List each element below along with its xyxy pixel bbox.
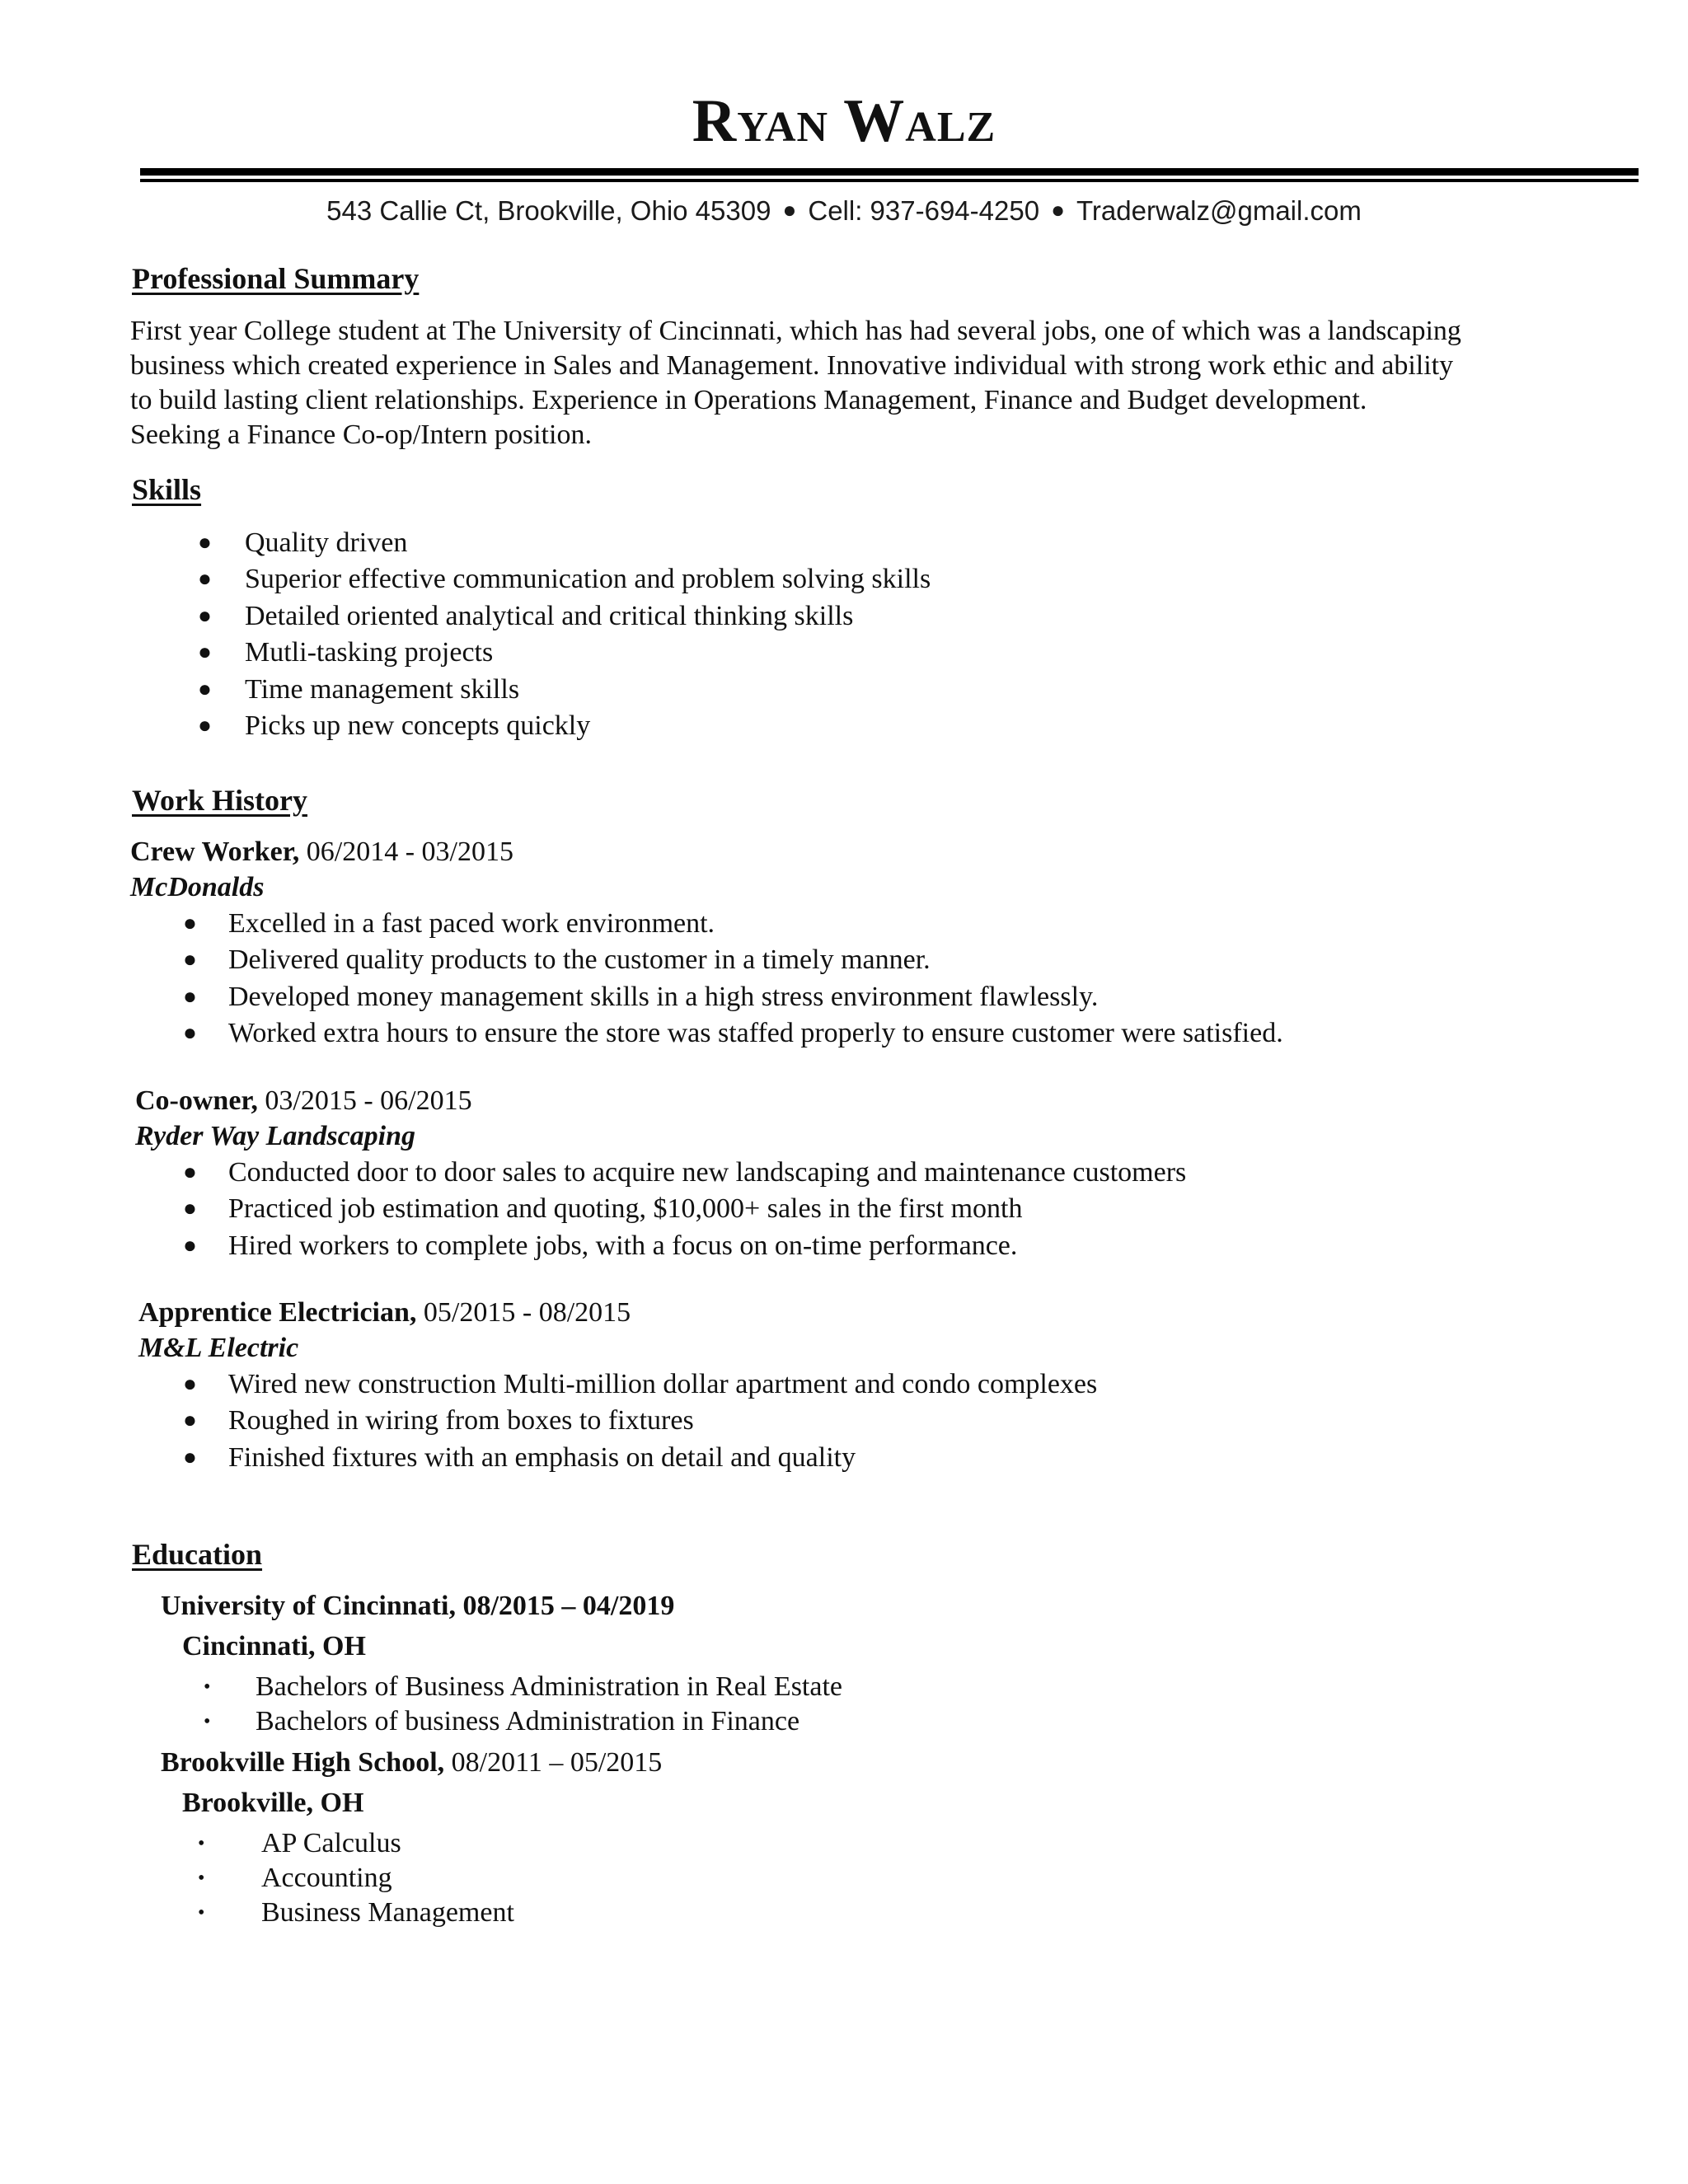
- bullet-icon: ●: [198, 712, 212, 738]
- bullet-icon: ●: [183, 947, 197, 973]
- bullet-icon: ●: [198, 530, 212, 555]
- bullet-icon: ●: [183, 1020, 197, 1047]
- bullet-icon: •: [198, 1833, 205, 1854]
- summary-line: Seeking a Finance Co-op/Intern position.: [130, 419, 592, 450]
- job-dates: 06/2014 - 03/2015: [299, 837, 513, 867]
- bullet-icon: •: [204, 1711, 211, 1732]
- job-title: Crew Worker,: [130, 837, 300, 867]
- job-title-line: [130, 835, 513, 869]
- job-company: McDonalds: [130, 872, 265, 902]
- bullet-icon: ●: [198, 676, 212, 702]
- job-title-line: [138, 1296, 631, 1330]
- section-heading-skills: Skills: [132, 473, 202, 506]
- contact-email: Traderwalz@gmail.com: [1076, 195, 1362, 226]
- header-rule-thin: [140, 179, 1639, 182]
- summary-line: business which created experience in Sales and Management. Innovative individual with strong work ethic and ability: [130, 350, 1454, 381]
- job-title-line: [135, 1084, 472, 1118]
- bullet-icon: ●: [198, 640, 212, 666]
- school-title-line: [161, 1746, 662, 1780]
- bullet-icon: •: [198, 1868, 205, 1889]
- section-heading-education: Education: [132, 1538, 263, 1571]
- bullet-icon: ●: [183, 1160, 197, 1185]
- section-heading-work-history: Work History: [132, 784, 307, 817]
- summary-line: First year College student at The University of Cincinnati, which has had several jobs, one of which was a landscaping: [130, 316, 1461, 346]
- school-dates: 08/2011 – 05/2015: [444, 1747, 663, 1778]
- job-title: Co-owner,: [135, 1085, 258, 1116]
- job-dates: 03/2015 - 06/2015: [257, 1085, 472, 1116]
- job-title: Apprentice Electrician,: [138, 1297, 417, 1328]
- school-name: Brookville High School,: [161, 1747, 445, 1778]
- contact-cell: Cell: 937-694-4250: [808, 195, 1040, 226]
- bullet-icon: ●: [183, 1444, 197, 1470]
- bullet-icon: •: [198, 1902, 205, 1924]
- header-rule-thick: [140, 168, 1639, 176]
- separator-dot-icon: ●: [782, 197, 797, 223]
- bullet-icon: ●: [183, 1408, 197, 1434]
- school-location: Brookville, OH: [182, 1788, 364, 1818]
- job-company: M&L Electric: [138, 1333, 299, 1363]
- contact-address: 543 Callie Ct, Brookville, Ohio 45309: [326, 195, 771, 226]
- bullet-icon: ●: [183, 1371, 197, 1397]
- bullet-icon: •: [204, 1676, 211, 1698]
- bullet-icon: ●: [183, 1196, 197, 1222]
- separator-dot-icon: ●: [1051, 197, 1065, 223]
- bullet-icon: ●: [198, 602, 212, 629]
- section-heading-summary: Professional Summary: [132, 262, 420, 295]
- school-name: University of Cincinnati, 08/2015 – 04/2019: [161, 1591, 675, 1621]
- summary-line: to build lasting client relationships. Experience in Operations Management, Finance and Budget development.: [130, 385, 1367, 415]
- school-location: Cincinnati, OH: [182, 1631, 366, 1661]
- candidate-name: Ryan Walz: [692, 87, 996, 155]
- bullet-icon: ●: [198, 566, 212, 593]
- resume-page: Ryan Walz 543 Callie Ct, Brookville, Ohio 45309 ● Cell: 937-694-4250 ● Traderwalz@gmail.com Professional Summary First year College student at The University of Cincinnati, which has had several jobs, one of which was a landscaping business which created experience in Sales and Management. Innovative individual with strong work ethic and ability to build lasting client relationships. Experience in Operations Management, Finance and Budget development. Seeking a Finance Co-op/Intern position. Skills ● Quality driven ● Superior effective communication and problem solving skills ● Detailed oriented analytical and critical thinking skills ● Mutli-tasking projects ● Time management skills ● Picks up new concepts quickly Work History Crew Worker, 06/2014 - 03/2015 McDonalds ● Excelled in a fast paced work environment. ● Delivered quality products to the customer in a timely manner. ● Developed money management skills in a high stress environment flawlessly. ● Worked extra hours to ensure the store was staffed properly to ensure customer were satisfied. Co-owner, 03/2015 - 06/2015 Ryder Way Landscaping ● Conducted door to door sales to acquire new landscaping and maintenance customers ● Practiced job estimation and quoting, $10,000+ sales in the first month ● Hired workers to complete jobs, with a focus on on-time performance. Apprentice Electrician, 05/2015 - 08/2015 M&L Electric ● Wired new construction Multi-million dollar apartment and condo complexes ● Roughed in wiring from boxes to fixtures ● Finished fixtures with an emphasis on detail and quality Education University of Cincinnati, 08/2015 – 04/2019 Cincinnati, OH • Bachelors of Business Administration in Real Estate • Bachelors of business Administration in Finance Brookville High School, 08/2011 – 05/2015 Brookville, OH • AP Calculus • Accounting • Business Management: [0, 0, 1688, 2184]
- bullet-icon: ●: [183, 983, 197, 1010]
- bullet-icon: ●: [183, 911, 197, 936]
- contact-line: [0, 194, 1688, 229]
- bullet-icon: ●: [183, 1232, 197, 1258]
- job-company: Ryder Way Landscaping: [135, 1121, 416, 1151]
- job-dates: 05/2015 - 08/2015: [416, 1297, 631, 1328]
